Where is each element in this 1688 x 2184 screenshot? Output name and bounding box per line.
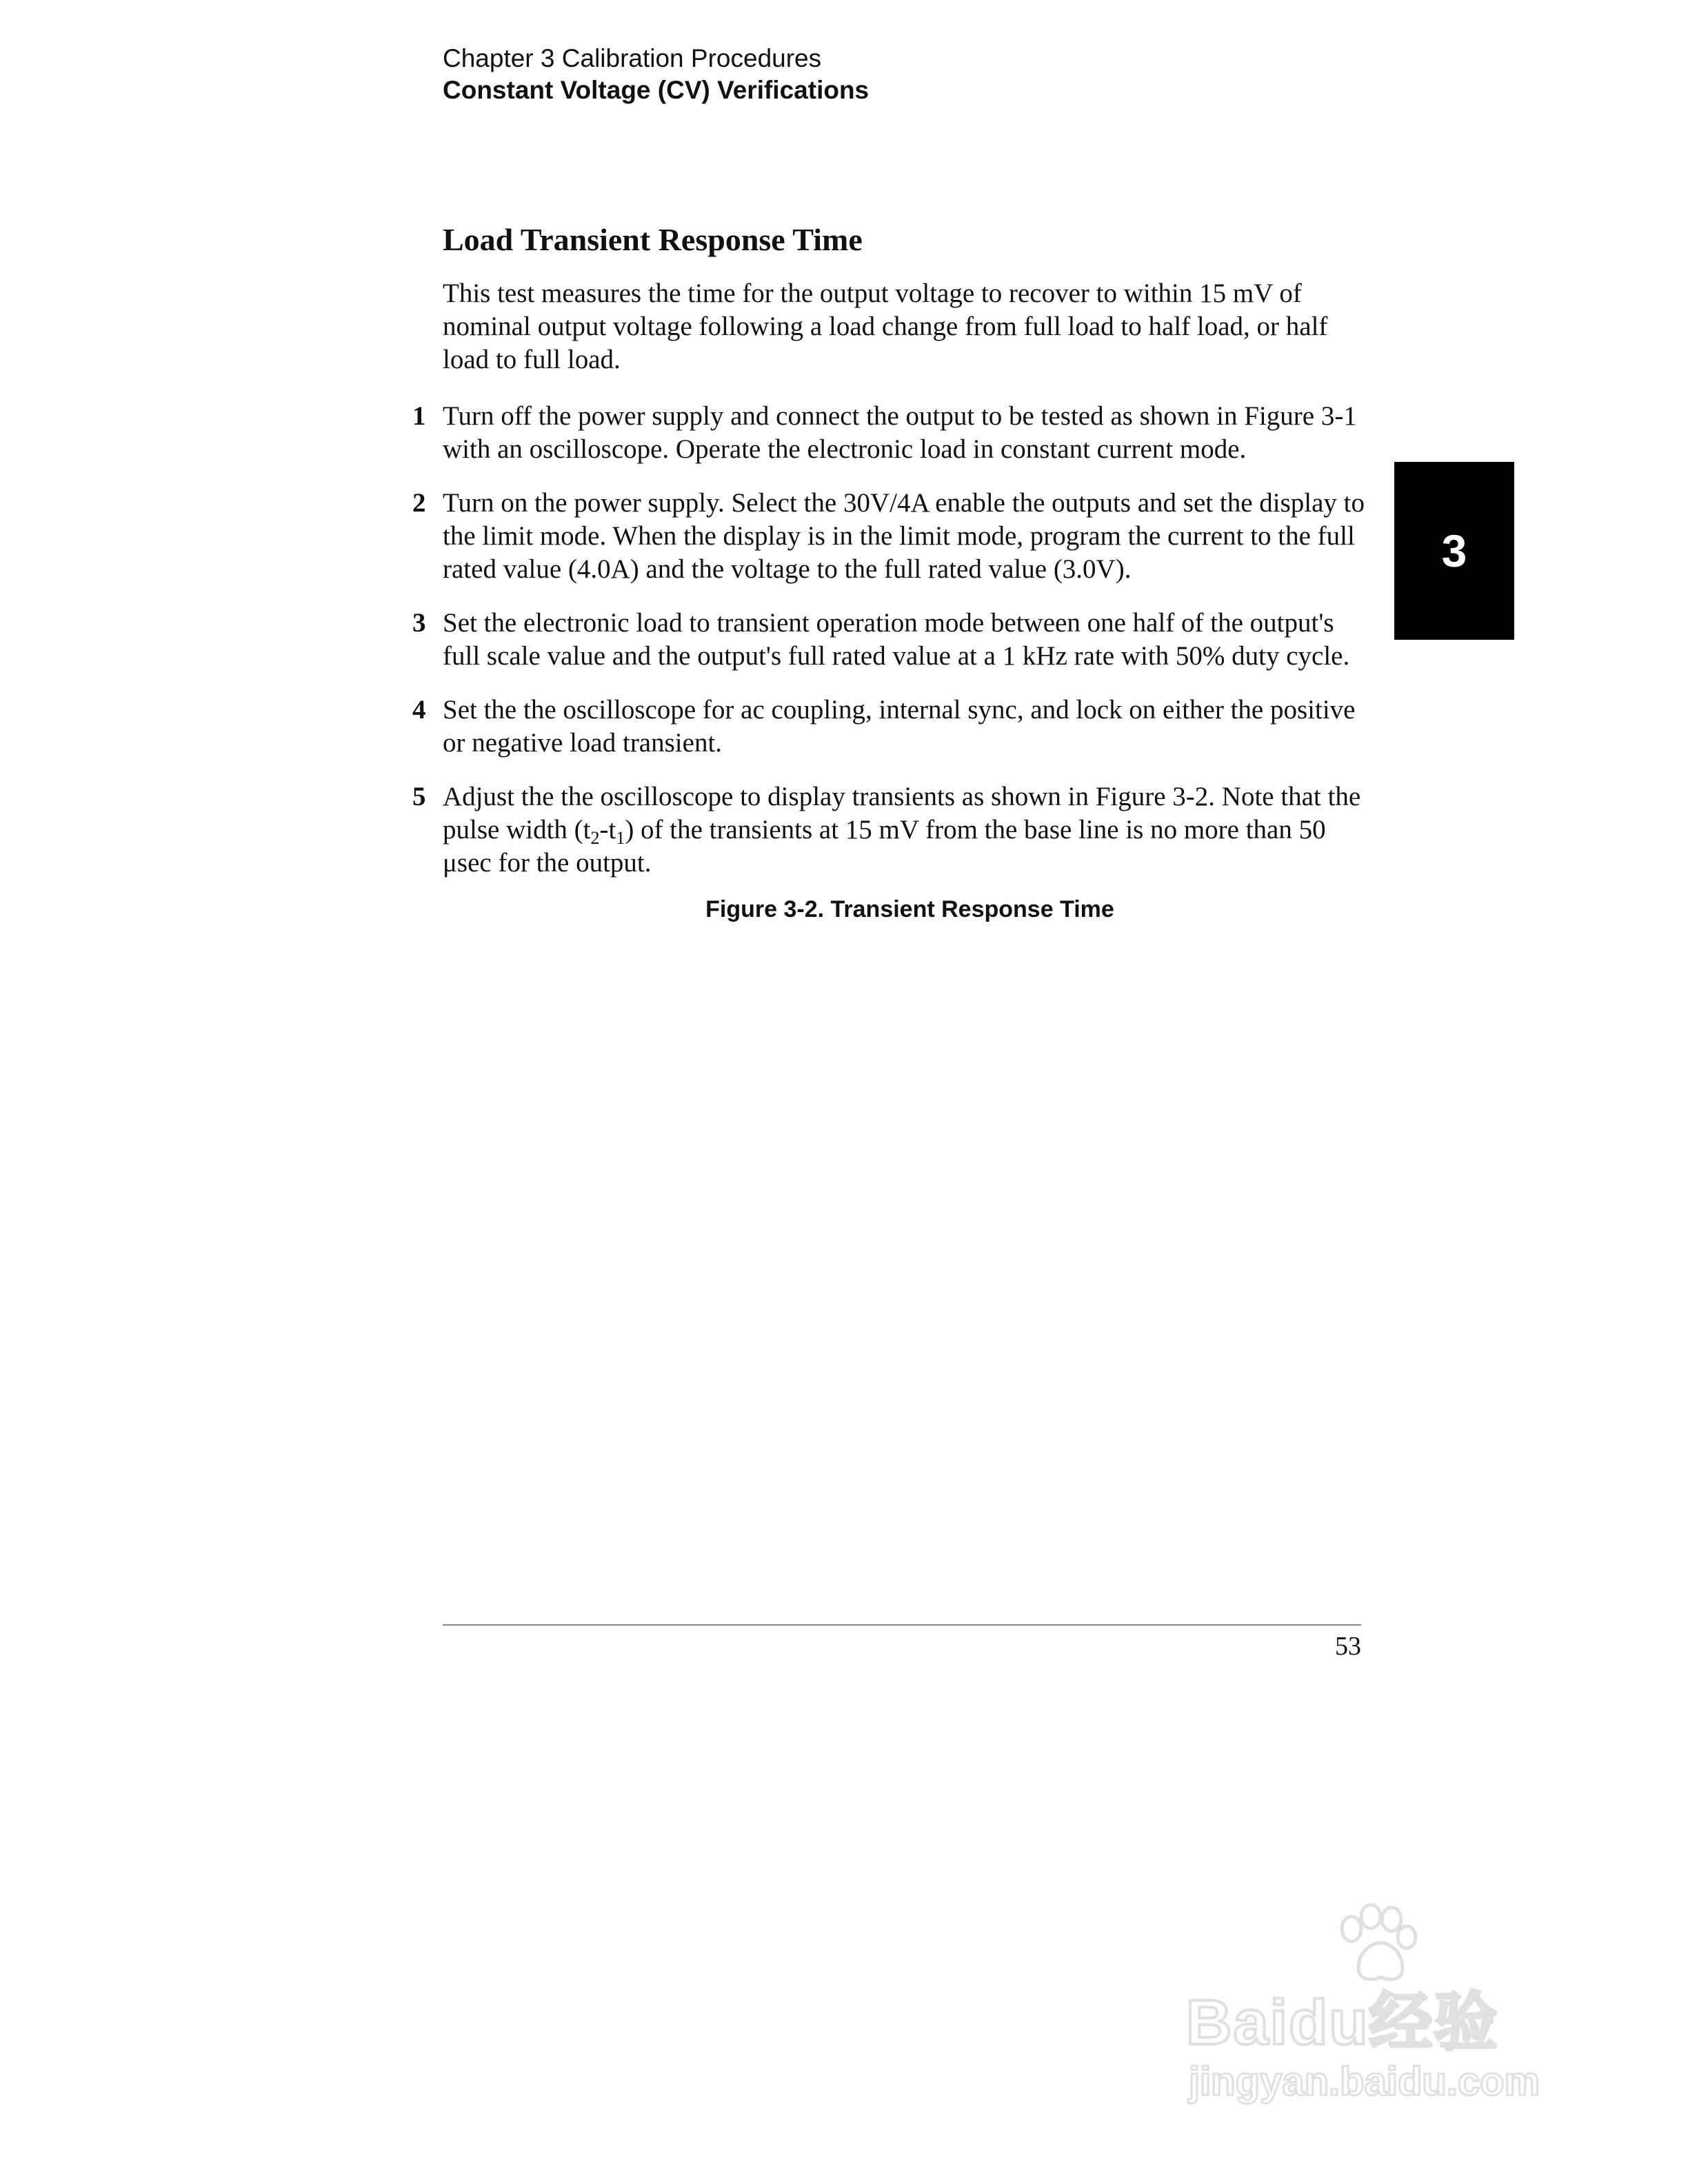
chapter-thumb-tab: 3 (1394, 462, 1514, 640)
step-text (443, 782, 1360, 878)
page-number: 53 (1335, 1632, 1361, 1661)
step-item (412, 487, 1367, 586)
step-text: Turn on the power supply. Select the 30V/4A enable the outputs and set the display to the limit mode. When the display is in the limit mode, program the current to the full rated value (4.0A) and the voltage to the full rated value (3.0V). (443, 488, 1365, 584)
step-number: 4 (412, 695, 426, 725)
intro-paragraph: This test measures the time for the output voltage to recover to within 15 mV of nominal output voltage following a load change from full load to half load, or half load to full load. (443, 279, 1328, 374)
watermark-logo-text: Baidu经验 (1186, 1988, 1499, 2058)
step-item (412, 607, 1367, 673)
section-heading: Load Transient Response Time (443, 222, 863, 257)
step-item (412, 400, 1367, 466)
step-item (412, 780, 1367, 880)
step-text-part: Adjust the the oscilloscope to display transients as shown in Figure 3-2. Note that the pulse width (t (443, 782, 1361, 845)
step-item (412, 694, 1367, 760)
step-number: 3 (412, 608, 426, 638)
subscript: 2 (590, 828, 600, 848)
step-text-part: -t (599, 815, 616, 845)
chapter-title: Chapter 3 Calibration Procedures (443, 44, 822, 72)
section-title: Constant Voltage (CV) Verifications (443, 76, 870, 104)
step-text: Turn off the power supply and connect the output to be tested as shown in Figure 3-1 with an oscilloscope. Operate the electronic load in constant current mode. (443, 401, 1357, 464)
step-number: 5 (412, 782, 426, 811)
page-content (412, 219, 1367, 923)
step-text-part: ) of the transients at 15 mV from the base line is no more than 50 μsec for the output. (443, 815, 1326, 878)
step-text: Set the electronic load to transient operation mode between one half of the output's full scale value and the output's full rated value at a 1 kHz rate with 50% duty cycle. (443, 608, 1350, 671)
step-number: 1 (412, 401, 426, 431)
watermark-url: jingyan.baidu.com (1189, 2059, 1540, 2104)
running-header (443, 43, 869, 106)
footer-rule (443, 1624, 1361, 1626)
figure-caption: Figure 3-2. Transient Response Time (705, 896, 1114, 922)
baidu-watermark (1186, 1903, 1572, 2110)
subscript: 1 (616, 828, 625, 848)
procedure-steps (412, 400, 1367, 880)
step-text: Set the the oscilloscope for ac coupling, internal sync, and lock on either the positive or negative load transient. (443, 695, 1356, 758)
step-number: 2 (412, 488, 426, 518)
